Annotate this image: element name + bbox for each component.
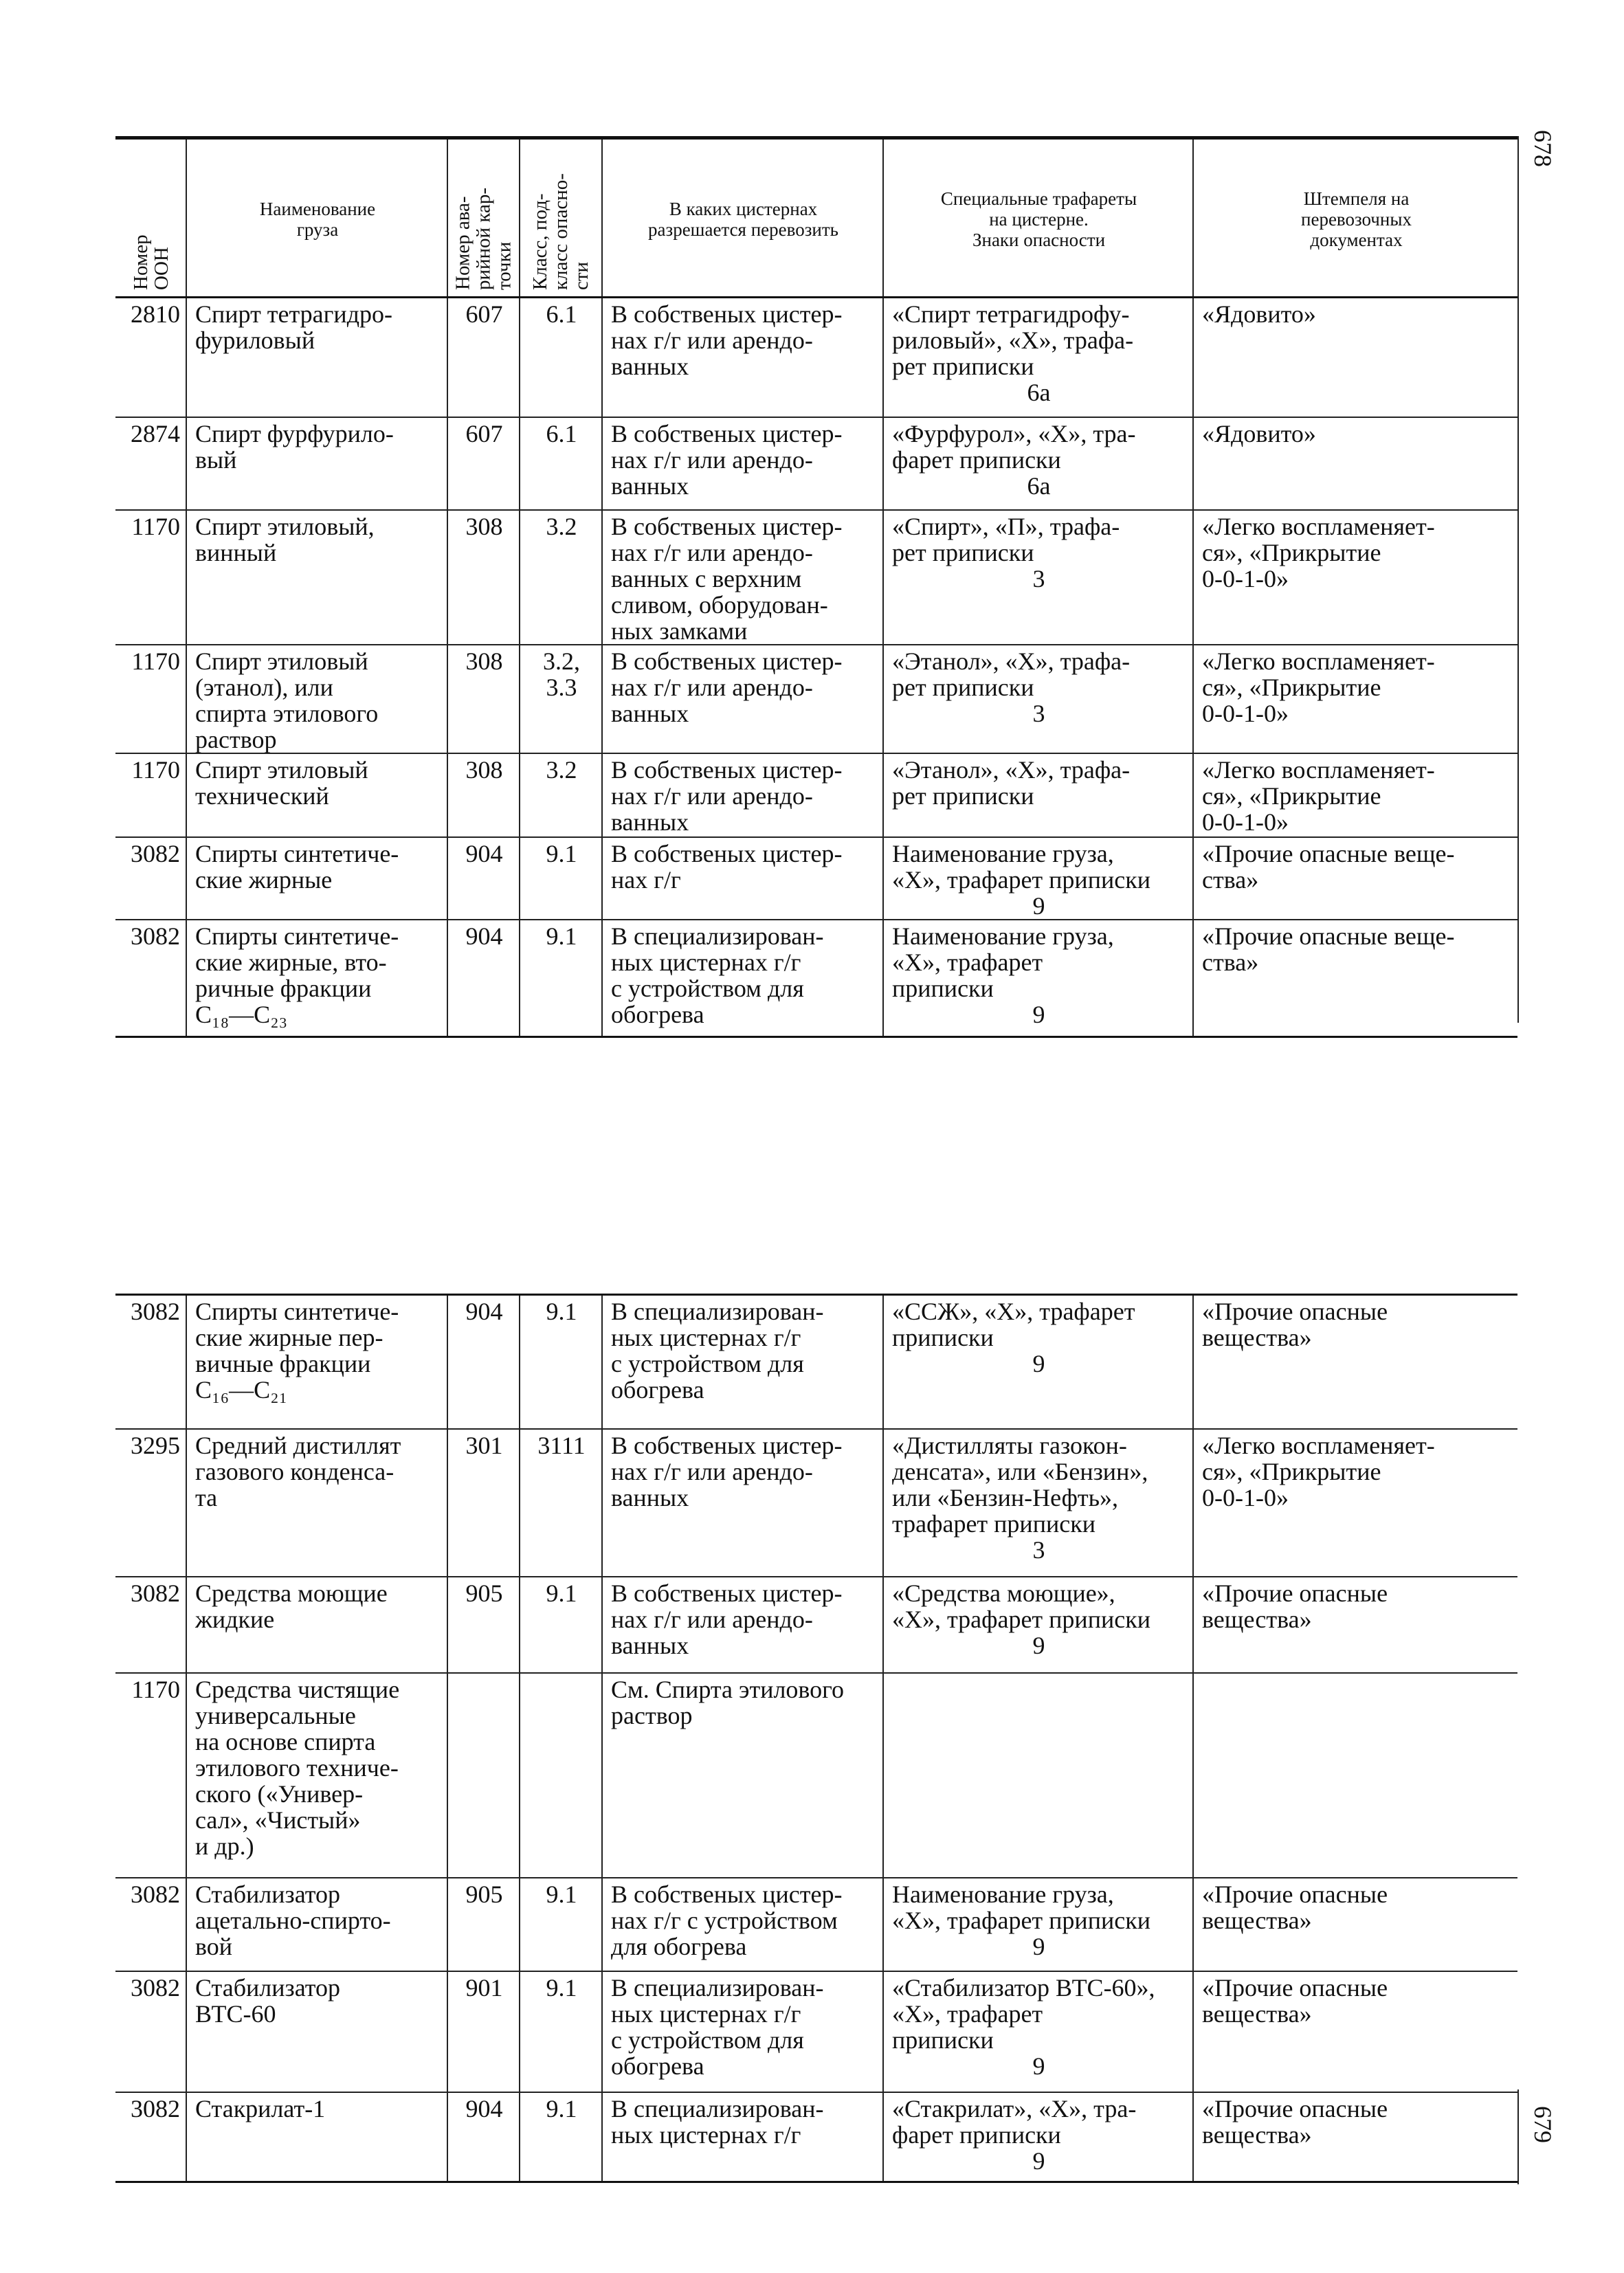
un-number-cell: 3082 bbox=[115, 1971, 186, 2092]
stencil-text: «Дистилляты газокон- денсата», или «Бензин», или «Бензин-Нефть», трафарет приписки bbox=[892, 1431, 1148, 1538]
stamp-cell: «Легко воспламеняет- ся», «Прикрытие 0-0-1-0» bbox=[1193, 645, 1517, 753]
emergency-card-cell: 901 bbox=[447, 1971, 520, 2092]
hazard-class-cell: 9.1 bbox=[520, 2092, 602, 2182]
hazard-class-cell bbox=[520, 1673, 602, 1878]
un-number-cell: 1170 bbox=[115, 645, 186, 753]
page-number-top: 678 bbox=[1529, 130, 1557, 167]
emergency-card-cell bbox=[447, 1673, 520, 1878]
stamp-cell: «Прочие опасные веще- ства» bbox=[1193, 920, 1517, 1037]
header-stencils: Специальные трафареты на цистерне. Знаки опасности bbox=[883, 138, 1193, 298]
stamp-cell: «Прочие опасные вещества» bbox=[1193, 1295, 1517, 1429]
tank-requirements-cell: В собственых цистер- нах г/г с устройством для обогрева bbox=[602, 1878, 883, 1971]
dangerous-goods-table-top bbox=[115, 136, 1517, 1038]
hazard-class-cell: 6.1 bbox=[520, 298, 602, 417]
stencil-cell bbox=[883, 2092, 1193, 2182]
page-number-bottom: 679 bbox=[1529, 2106, 1557, 2143]
stamp-cell: «Прочие опасные вещества» bbox=[1193, 2092, 1517, 2182]
tank-requirements-cell: В специализирован- ных цистернах г/г с устройством для обогрева bbox=[602, 1295, 883, 1429]
un-number-cell: 3082 bbox=[115, 1878, 186, 1971]
hazard-class-cell: 9.1 bbox=[520, 837, 602, 920]
table-row bbox=[115, 1878, 1517, 1971]
hazard-class-cell: 6.1 bbox=[520, 417, 602, 510]
cargo-name-cell: Спирт фурфурило- вый bbox=[186, 417, 447, 510]
cargo-name-cell: Спирты синтетиче- ские жирные bbox=[186, 837, 447, 920]
hazard-class-cell: 9.1 bbox=[520, 1577, 602, 1673]
stencil-cell bbox=[883, 298, 1193, 417]
table-row bbox=[115, 2092, 1517, 2182]
un-number-cell: 1170 bbox=[115, 753, 186, 837]
table-row bbox=[115, 1673, 1517, 1878]
stencil-cell bbox=[883, 645, 1193, 753]
stencil-text: «Спирт тетрагидрофу- риловый», «Х», трафа- рет приписки bbox=[892, 300, 1134, 380]
hazard-class-cell: 3.2, 3.3 bbox=[520, 645, 602, 753]
table-row bbox=[115, 1295, 1517, 1429]
stamp-cell: «Прочие опасные веще- ства» bbox=[1193, 837, 1517, 920]
hazard-sign-number: 6а bbox=[1027, 379, 1051, 406]
stencil-text: Наименование груза, «Х», трафарет приписки bbox=[892, 922, 1114, 1002]
cargo-name-cell: Средства чистящие универсальные на основе спирта этилового техниче- ского («Универ- сал», «Чистый» и др.) bbox=[186, 1673, 447, 1878]
hazard-sign-number: 6а bbox=[1027, 472, 1051, 500]
cargo-name-cell: Спирты синтетиче- ские жирные, вто- ричные фракции C₁₈—C₂₃ bbox=[186, 920, 447, 1037]
stencil-cell bbox=[883, 1971, 1193, 2092]
table-row bbox=[115, 920, 1517, 1037]
cargo-name-cell: Спирт тетрагидро- фуриловый bbox=[186, 298, 447, 417]
table-header-row bbox=[115, 138, 1517, 298]
stamp-cell: «Легко воспламеняет- ся», «Прикрытие 0-0-1-0» bbox=[1193, 753, 1517, 837]
un-number-cell: 3082 bbox=[115, 2092, 186, 2182]
header-stamps: Штемпеля на перевозочных документах bbox=[1193, 138, 1517, 298]
stencil-text: «Стабилизатор ВТС-60», «Х», трафарет приписки bbox=[892, 1973, 1155, 2054]
tank-requirements-cell: См. Спирта этилового раствор bbox=[602, 1673, 883, 1878]
stencil-cell bbox=[883, 1295, 1193, 1429]
page-edge-line bbox=[1517, 2089, 1519, 2184]
tank-requirements-cell: В собственых цистер- нах г/г или арендо- ванных bbox=[602, 645, 883, 753]
cargo-name-cell: Средний дистиллят газового конденса- та bbox=[186, 1429, 447, 1577]
hazard-class-cell: 9.1 bbox=[520, 1295, 602, 1429]
stamp-cell: «Ядовито» bbox=[1193, 417, 1517, 510]
tank-requirements-cell: В собственых цистер- нах г/г или арендо- ванных bbox=[602, 417, 883, 510]
stamp-cell: «Прочие опасные вещества» bbox=[1193, 1878, 1517, 1971]
tank-requirements-cell: В собственых цистер- нах г/г или арендо- ванных bbox=[602, 1577, 883, 1673]
emergency-card-cell: 308 bbox=[447, 753, 520, 837]
cargo-name-cell: Спирт этиловый (этанол), или спирта этилового раствор bbox=[186, 645, 447, 753]
emergency-card-cell: 904 bbox=[447, 837, 520, 920]
hazard-sign-number: 9 bbox=[1032, 1932, 1045, 1960]
tank-requirements-cell: В собственых цистер- нах г/г bbox=[602, 837, 883, 920]
hazard-class-cell: 3.2 bbox=[520, 753, 602, 837]
cargo-name-cell: Спирты синтетиче- ские жирные пер- вичные фракции C₁₆—C₂₁ bbox=[186, 1295, 447, 1429]
cargo-name-cell: Стакрилат-1 bbox=[186, 2092, 447, 2182]
stamp-cell: «Прочие опасные вещества» bbox=[1193, 1971, 1517, 2092]
stencil-text: «Средства моющие», «Х», трафарет приписки bbox=[892, 1579, 1150, 1633]
un-number-cell: 3082 bbox=[115, 920, 186, 1037]
tank-requirements-cell: В собственых цистер- нах г/г или арендо- ванных с верхним сливом, оборудован- ных замками bbox=[602, 510, 883, 645]
stencil-text: «ССЖ», «Х», трафарет приписки bbox=[892, 1298, 1135, 1351]
stamp-cell: «Легко воспламеняет- ся», «Прикрытие 0-0-1-0» bbox=[1193, 1429, 1517, 1577]
hazard-class-cell: 9.1 bbox=[520, 1878, 602, 1971]
hazard-sign-number: 9 bbox=[1032, 2147, 1045, 2175]
emergency-card-cell: 904 bbox=[447, 2092, 520, 2182]
tank-requirements-cell: В собственых цистер- нах г/г или арендо- ванных bbox=[602, 298, 883, 417]
table-row bbox=[115, 1971, 1517, 2092]
stencil-text: Наименование груза, «Х», трафарет приписки bbox=[892, 1880, 1150, 1934]
stencil-cell bbox=[883, 417, 1193, 510]
hazard-sign-number: 9 bbox=[1032, 891, 1045, 920]
stencil-cell bbox=[883, 1673, 1193, 1878]
hazard-sign-number: 3 bbox=[1032, 1535, 1045, 1564]
stencil-text: «Этанол», «Х», трафа- рет приписки bbox=[892, 647, 1131, 701]
emergency-card-cell: 904 bbox=[447, 1295, 520, 1429]
tank-requirements-cell: В специализирован- ных цистернах г/г bbox=[602, 2092, 883, 2182]
table-row bbox=[115, 298, 1517, 417]
hazard-class-cell: 9.1 bbox=[520, 920, 602, 1037]
cargo-name-cell: Средства моющие жидкие bbox=[186, 1577, 447, 1673]
tank-requirements-cell: В специализирован- ных цистернах г/г с устройством для обогрева bbox=[602, 1971, 883, 2092]
emergency-card-cell: 301 bbox=[447, 1429, 520, 1577]
hazard-sign-number: 9 bbox=[1032, 2052, 1045, 2080]
stencil-cell bbox=[883, 1577, 1193, 1673]
stencil-cell bbox=[883, 1878, 1193, 1971]
hazard-class-cell: 3111 bbox=[520, 1429, 602, 1577]
table-row bbox=[115, 417, 1517, 510]
stencil-cell bbox=[883, 1429, 1193, 1577]
hazard-sign-number: 9 bbox=[1032, 1631, 1045, 1659]
un-number-cell: 2810 bbox=[115, 298, 186, 417]
emergency-card-cell: 607 bbox=[447, 417, 520, 510]
emergency-card-cell: 905 bbox=[447, 1878, 520, 1971]
hazard-class-cell: 3.2 bbox=[520, 510, 602, 645]
page-edge-line bbox=[1517, 136, 1519, 1023]
stamp-cell: «Ядовито» bbox=[1193, 298, 1517, 417]
stencil-cell bbox=[883, 753, 1193, 837]
un-number-cell: 3082 bbox=[115, 837, 186, 920]
stencil-cell bbox=[883, 510, 1193, 645]
emergency-card-cell: 607 bbox=[447, 298, 520, 417]
cargo-name-cell: Стабилизатор ВТС-60 bbox=[186, 1971, 447, 2092]
table-row bbox=[115, 510, 1517, 645]
tank-requirements-cell: В специализирован- ных цистернах г/г с устройством для обогрева bbox=[602, 920, 883, 1037]
un-number-cell: 3082 bbox=[115, 1295, 186, 1429]
un-number-cell: 1170 bbox=[115, 510, 186, 645]
stencil-cell bbox=[883, 837, 1193, 920]
tank-requirements-cell: В собственых цистер- нах г/г или арендо- ванных bbox=[602, 1429, 883, 1577]
stamp-cell: «Легко воспламеняет- ся», «Прикрытие 0-0-1-0» bbox=[1193, 510, 1517, 645]
emergency-card-cell: 905 bbox=[447, 1577, 520, 1673]
hazard-sign-number: 9 bbox=[1032, 1000, 1045, 1028]
header-cargo-name: Наименование груза bbox=[186, 138, 447, 298]
un-number-cell: 3295 bbox=[115, 1429, 186, 1577]
un-number-cell: 1170 bbox=[115, 1673, 186, 1878]
cargo-name-cell: Спирт этиловый технический bbox=[186, 753, 447, 837]
emergency-card-cell: 308 bbox=[447, 645, 520, 753]
header-hazard-class: Класс, под- класс опасно- сти bbox=[520, 138, 602, 298]
hazard-sign-number: 3 bbox=[1032, 564, 1045, 592]
dangerous-goods-table-bottom bbox=[115, 1294, 1517, 2183]
stencil-text: Наименование груза, «Х», трафарет приписки bbox=[892, 839, 1150, 894]
stencil-text: «Стакрилат», «Х», тра- фарет приписки bbox=[892, 2094, 1137, 2149]
hazard-sign-number: 3 bbox=[1032, 699, 1045, 727]
cargo-name-cell: Спирт этиловый, винный bbox=[186, 510, 447, 645]
stencil-cell bbox=[883, 920, 1193, 1037]
table-row bbox=[115, 1429, 1517, 1577]
stamp-cell: «Прочие опасные вещества» bbox=[1193, 1577, 1517, 1673]
stamp-cell bbox=[1193, 1673, 1517, 1878]
hazard-class-cell: 9.1 bbox=[520, 1971, 602, 2092]
header-emergency-card: Номер ава- рийной кар- точки bbox=[447, 138, 520, 298]
stencil-text: «Спирт», «П», трафа- рет приписки bbox=[892, 512, 1120, 566]
header-un-number: Номер ООН bbox=[115, 138, 186, 298]
stencil-text: «Фурфурол», «Х», тра- фарет приписки bbox=[892, 419, 1136, 474]
emergency-card-cell: 904 bbox=[447, 920, 520, 1037]
tank-requirements-cell: В собственых цистер- нах г/г или арендо- ванных bbox=[602, 753, 883, 837]
table-row bbox=[115, 1577, 1517, 1673]
table-row bbox=[115, 837, 1517, 920]
header-tanks: В каких цистернах разрешается перевозить bbox=[602, 138, 883, 298]
cargo-name-cell: Стабилизатор ацетально-спирто- вой bbox=[186, 1878, 447, 1971]
un-number-cell: 3082 bbox=[115, 1577, 186, 1673]
hazard-sign-number: 9 bbox=[1032, 1350, 1045, 1377]
un-number-cell: 2874 bbox=[115, 417, 186, 510]
stencil-text: «Этанол», «Х», трафа- рет приписки bbox=[892, 755, 1131, 810]
table-row bbox=[115, 753, 1517, 837]
emergency-card-cell: 308 bbox=[447, 510, 520, 645]
table-row bbox=[115, 645, 1517, 753]
